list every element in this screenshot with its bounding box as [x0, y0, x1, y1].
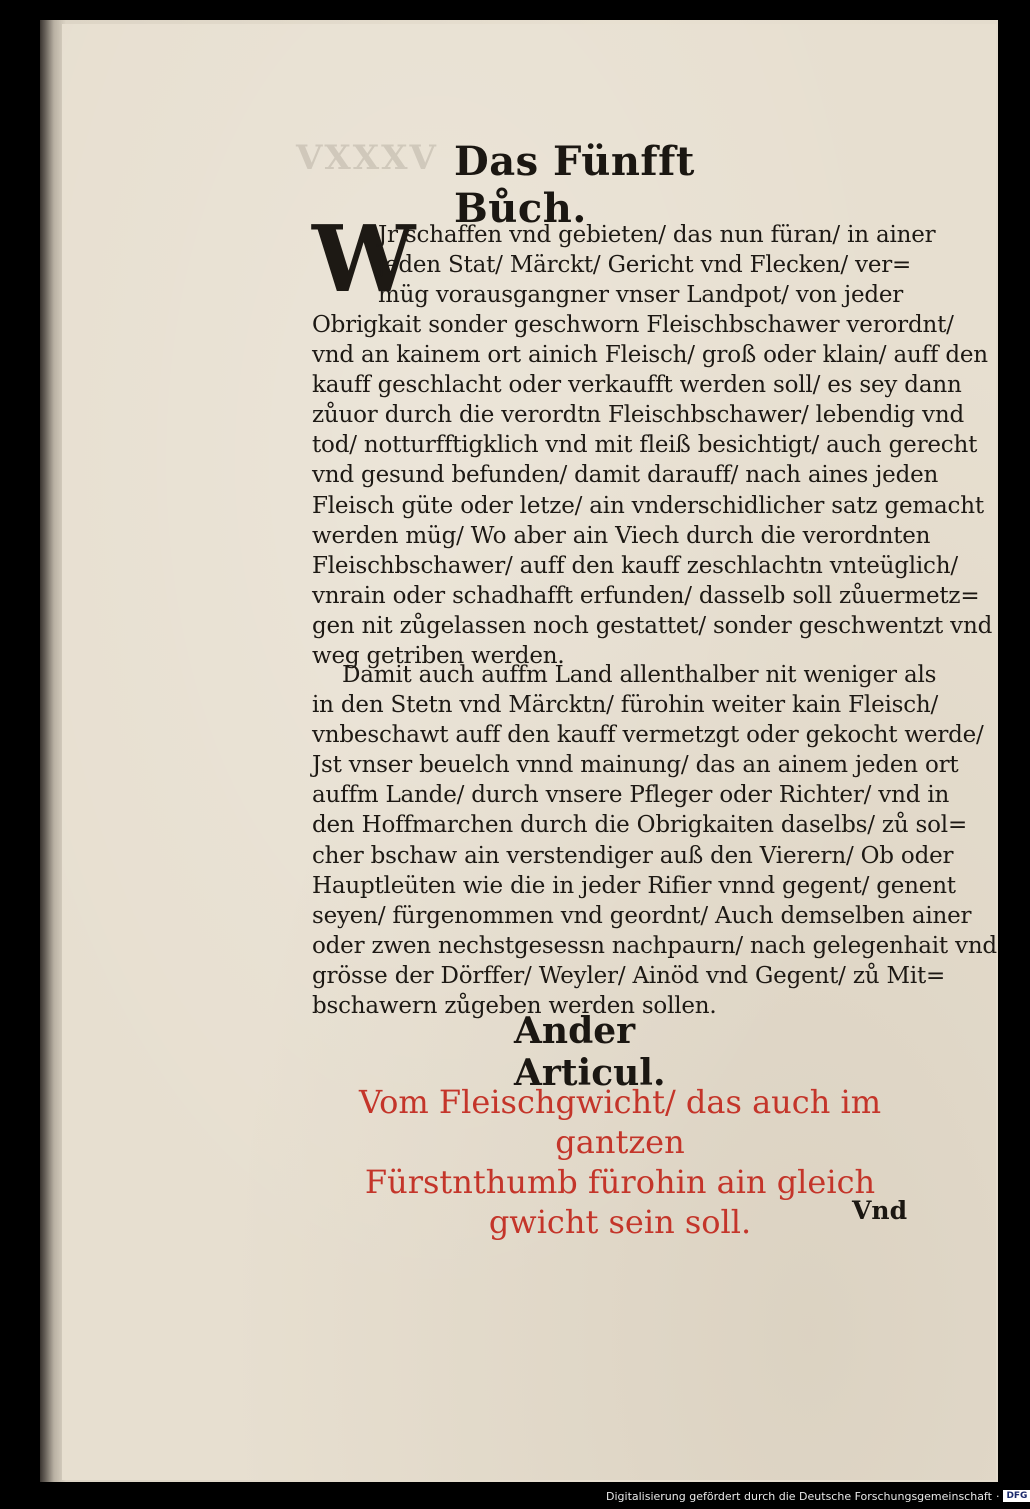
text-line: grösse der Dörffer/ Weyler/ Ainöd vnd Gegent/ zů Mit= [312, 962, 946, 989]
catchword: Vnd [852, 1196, 908, 1225]
text-line: Obrigkait sonder geschworn Fleischbschawer verordnt/ [312, 312, 954, 338]
text-line: den Hoffmarchen durch die Obrigkaiten daselbs/ zů sol= [312, 812, 968, 839]
text-line: Jst vnser beuelch vnnd mainung/ das an ainem jeden ort [312, 752, 959, 779]
paragraph-1-lines [312, 310, 993, 671]
bleed-through-text: VXXXV [296, 138, 438, 178]
text-line: gen nit zůgelassen noch gestattet/ sonder geschwentzt vnd [312, 612, 993, 639]
footer-credit: Digitalisierung gefördert durch die Deutsche Forschungsgemeinschaft [606, 1489, 992, 1503]
text-line: vnd an kainem ort ainich Fleisch/ groß oder klain/ auff den [312, 342, 988, 369]
text-line: auffm Lande/ durch vnsere Pfleger oder Richter/ vnd in [312, 782, 950, 809]
text-line: in den Stetn vnd Märcktn/ fürohin weiter kain Fleisch/ [312, 692, 939, 719]
text-line: Hauptleüten wie die in jeder Rifier vnnd gegent/ genent [312, 872, 956, 899]
text-line: cher bschaw ain verstendiger auß den Vierern/ Ob oder [312, 842, 954, 869]
rubric-line: Fürstnthumb fürohin ain gleich [364, 1163, 876, 1201]
rubric-heading [340, 1082, 900, 1242]
text-line: Fleisch güte oder letze/ ain vnderschidlicher satz gemacht [312, 492, 984, 519]
text-line: werden müg/ Wo aber ain Viech durch die verordnten [312, 522, 931, 549]
decorated-initial: W [312, 205, 416, 313]
text-line: weg getriben werden. [312, 643, 565, 670]
text-line: seyen/ fürgenommen vnd geordnt/ Auch demselben ainer [312, 902, 972, 929]
text-line: vnd gesund befunden/ damit darauff/ nach aines jeden [312, 462, 939, 489]
rubric-line: gwicht sein soll. [488, 1203, 752, 1241]
text-line: oder zwen nechstgesessn nachpaurn/ nach gelegenhait vnd [312, 932, 997, 959]
text-line: bschawern zůgeben werden sollen. [312, 993, 717, 1020]
text-line: Fleischbschawer/ auff den kauff zeschlachtn vnteüglich/ [312, 552, 958, 579]
text-line: zůuor durch die verordtn Fleischbschawer/ lebendig vnd [312, 402, 964, 429]
rubric-line: Vom Fleischgwicht/ das auch im gantzen [358, 1083, 882, 1161]
running-head: Das Fünfft Bůch. [454, 138, 695, 232]
text-line: kauff geschlacht oder verkaufft werden soll/ es sey dann [312, 372, 962, 399]
text-line: Jr schaffen vnd gebieten/ das nun füran/ in ainer [378, 222, 936, 248]
text-line: tod/ notturfftigklich vnd mit fleiß besichtigt/ auch gerecht [312, 432, 978, 459]
digitization-footer: Digitalisierung gefördert durch die Deutsche Forschungsgemeinschaft · DFG [606, 1487, 998, 1505]
text-line: jeden Stat/ Märckt/ Gericht vnd Flecken/ ver= [378, 252, 912, 279]
text-line: vnbeschawt auff den kauff vermetzgt oder gekocht werde/ [312, 722, 984, 749]
paragraph-2 [312, 660, 997, 1021]
text-line: müg vorausgangner vnser Landpot/ von jeder [378, 282, 904, 309]
text-line: vnrain oder schadhafft erfunden/ dasselb soll zůuermetz= [312, 582, 980, 609]
indented-lines [378, 220, 936, 310]
text-line: Damit auch auffm Land allenthalber nit weniger als [342, 662, 937, 688]
dfg-logo-icon: DFG [1003, 1490, 1030, 1502]
article-heading: Ander Articul. [514, 1010, 666, 1094]
